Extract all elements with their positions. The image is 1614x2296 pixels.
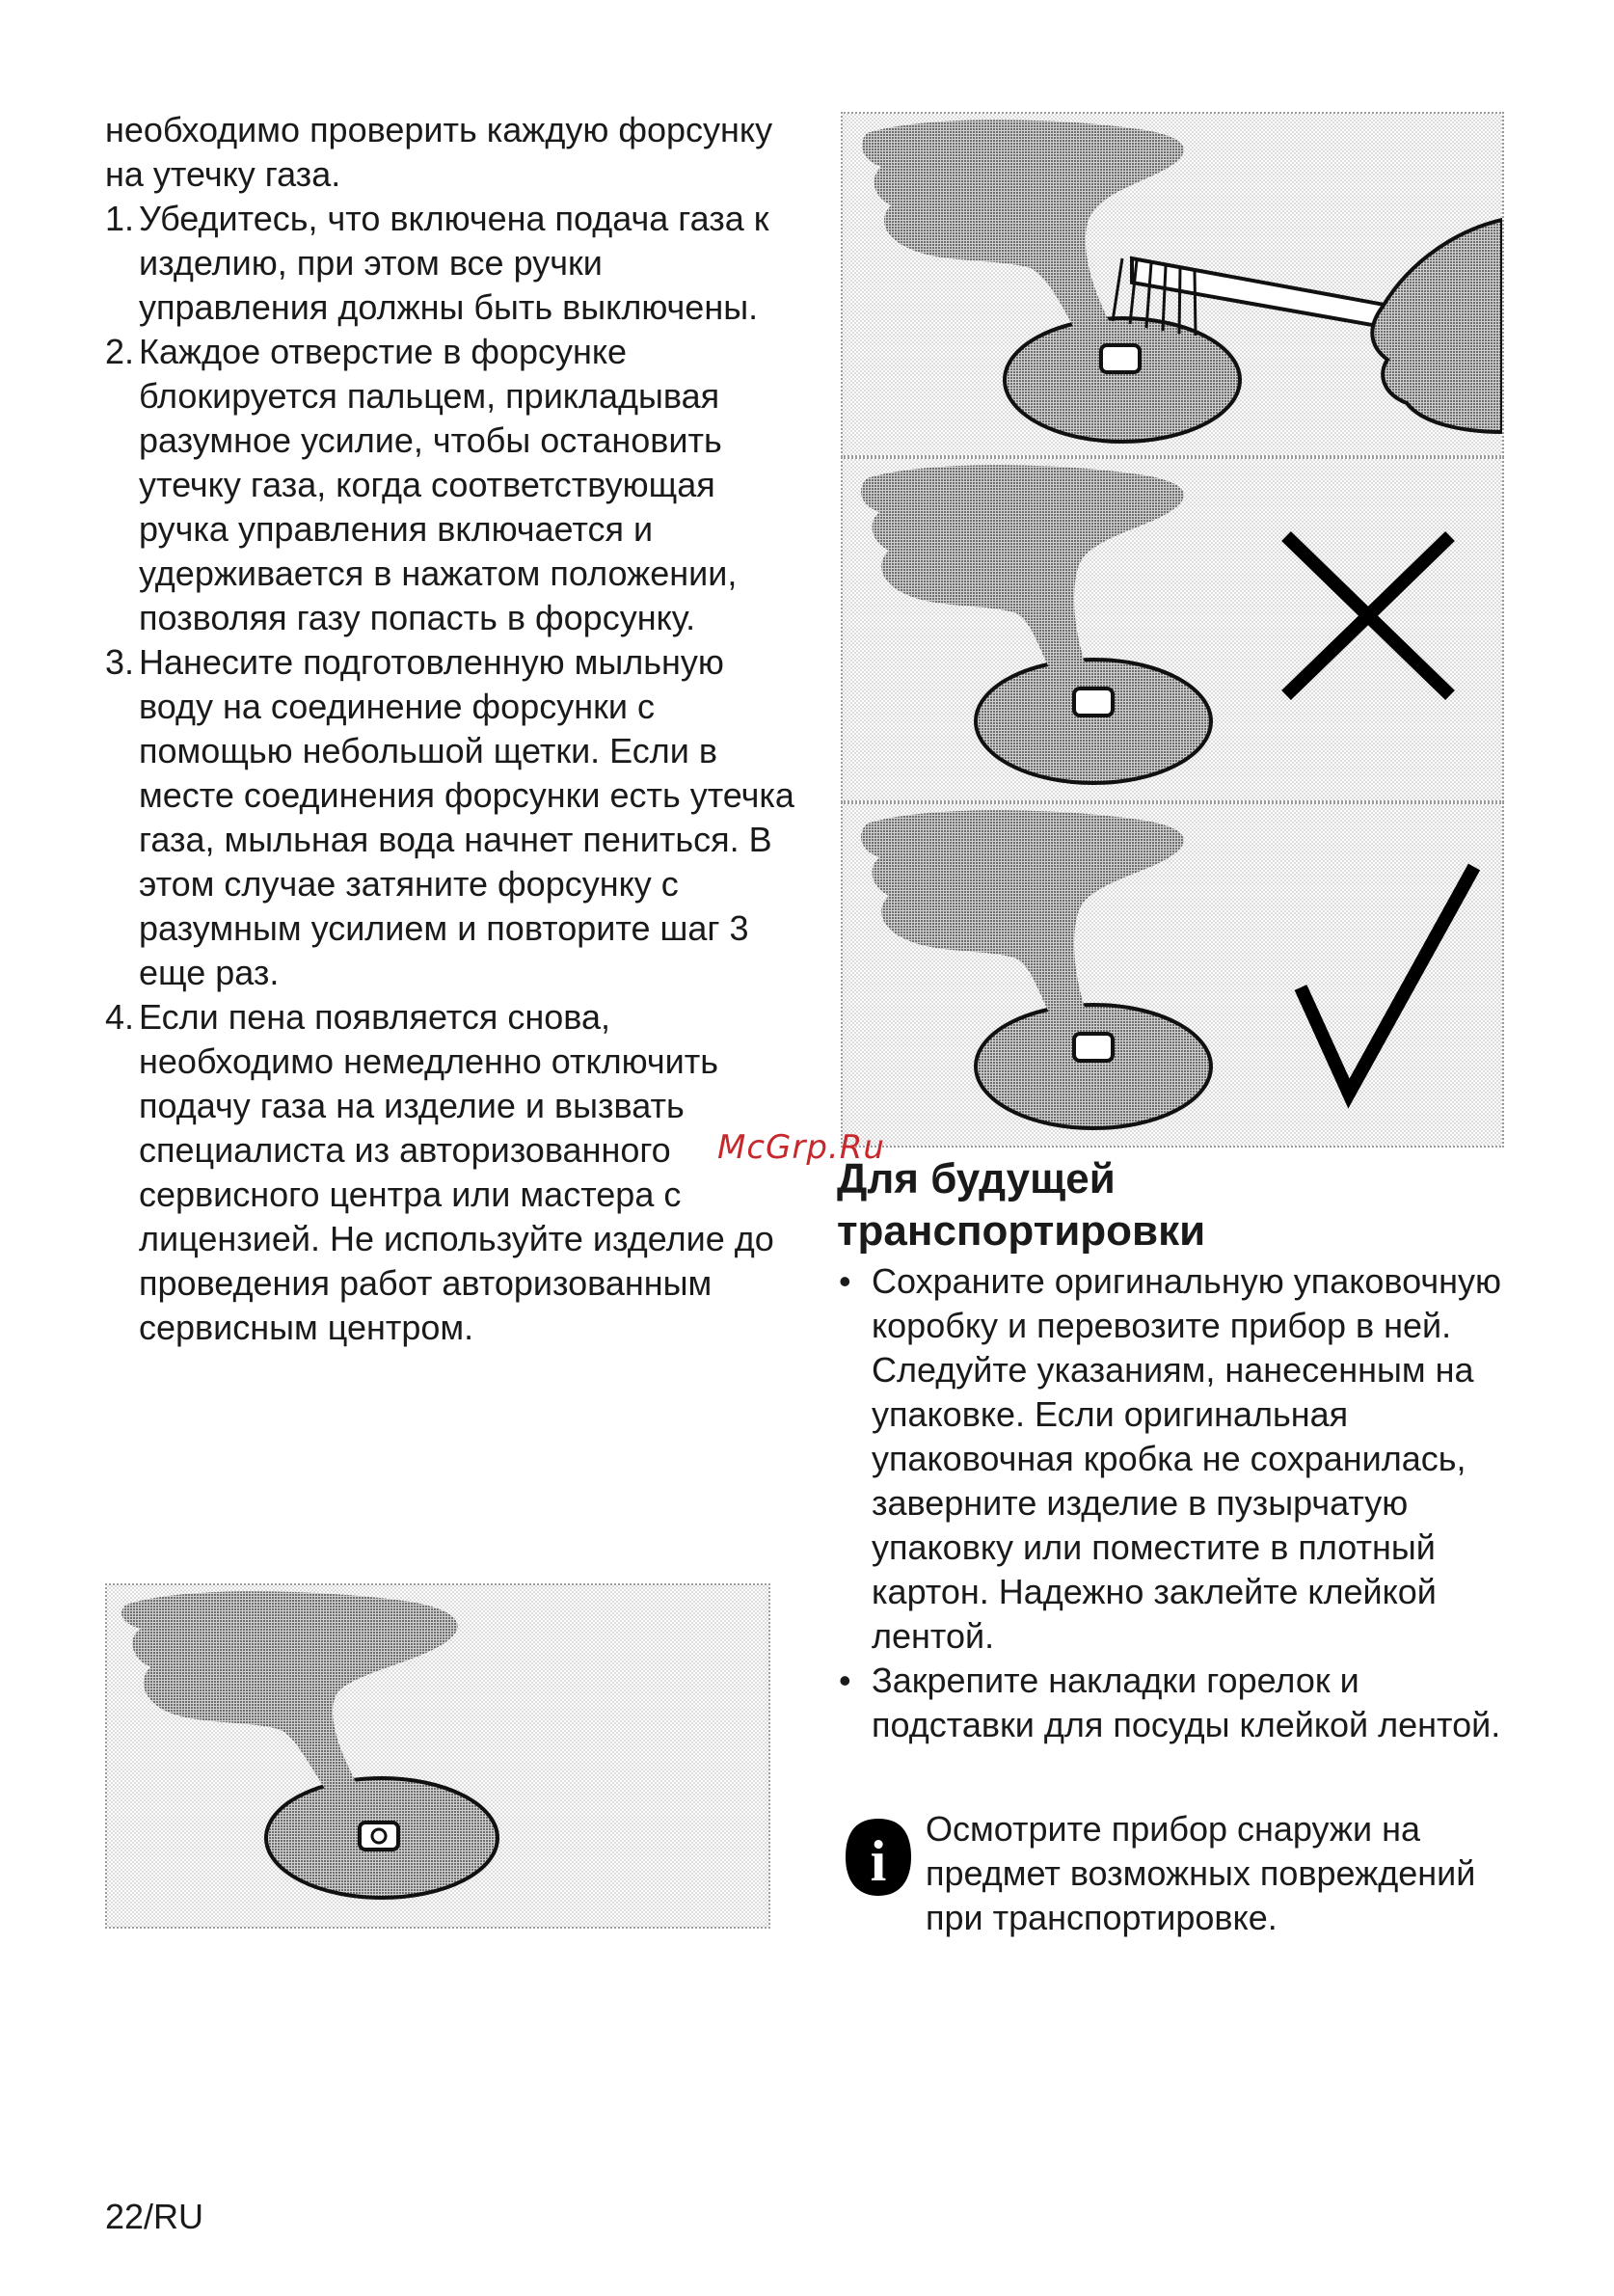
section-title-line-2: транспортировки [837, 1207, 1206, 1255]
step-text: Если пена появляется снова, необходимо немедленно отключить подачу газа на изделие и вызвать специалиста из авторизованного сервисного центра или мастера с лицензией. Не используйте изделие до проведения работ авторизованным сервисным центром. [139, 997, 774, 1347]
left-column [105, 108, 799, 1350]
step-1 [105, 197, 799, 330]
page-number: 22/RU [105, 2197, 204, 2236]
bullet-dot: • [839, 1261, 851, 1301]
bullet-item [837, 1259, 1531, 1659]
figure-no-leak-check [841, 802, 1504, 1148]
bullet-item [837, 1659, 1531, 1747]
transport-bullets [837, 1259, 1531, 1747]
figure-brush-on-injector [841, 112, 1504, 457]
injector-nut [1074, 1034, 1113, 1061]
step-text: Каждое отверстие в форсунке блокируется пальцем, прикладывая разумное усилие, чтобы остановить утечку газа, когда соответствующая ручка управления включается и удерживается в нажатом положении, позволяя газу попасть в форсунку. [139, 332, 738, 637]
step-text: Убедитесь, что включена подача газа к изделию, при этом все ручки управления должны быть выключены. [139, 199, 769, 327]
step-number: 2. [105, 332, 135, 371]
step-number: 1. [105, 199, 135, 238]
info-icon [844, 1817, 913, 1898]
section-title-line-1: Для будущей [837, 1155, 1116, 1202]
intro-text: необходимо проверить каждую форсунку на утечку газа. [105, 110, 773, 194]
injector-nut [360, 1823, 398, 1850]
watermark: McGrp.Ru [717, 1128, 885, 1167]
step-2 [105, 330, 799, 640]
step-3 [105, 640, 799, 995]
burner-base-disc [976, 1005, 1211, 1128]
step-number: 4. [105, 997, 135, 1037]
info-note [844, 1807, 1538, 1940]
step-4 [105, 995, 799, 1350]
section-title [837, 1153, 1512, 1257]
bullet-dot: • [839, 1661, 851, 1700]
step-number: 3. [105, 642, 135, 682]
bullet-text: Закрепите накладки горелок и подставки для посуды клейкой лентой. [872, 1661, 1501, 1744]
step-text: Нанесите подготовленную мыльную воду на соединение форсунки с помощью небольшой щетки. Если в месте соединения форсунки есть утечка газа, мыльная вода начнет пениться. В этом случае затяните форсунку с разумным усилием и повторите шаг 3 еще раз. [139, 642, 794, 992]
burner-base-disc [1005, 318, 1240, 442]
info-note-text: Осмотрите прибор снаружи на предмет возможных повреждений при транспортировке. [926, 1809, 1476, 1937]
figure-leak-cross [841, 457, 1504, 802]
injector-nut [1101, 345, 1140, 372]
burner-base-disc [976, 660, 1211, 783]
figure-finger-on-injector [105, 1583, 770, 1929]
injector-nut [1074, 689, 1113, 716]
bullet-text: Сохраните оригинальную упаковочную коробку и перевозите прибор в ней. Следуйте указаниям, нанесенным на упаковке. Если оригинальная упаковочная кробка не сохранилась, заверните изделие в пузырчатую упаковку или поместите в плотный картон. Надежно заклейте клейкой лентой. [872, 1261, 1501, 1656]
svg-text:i: i [870, 1829, 887, 1893]
